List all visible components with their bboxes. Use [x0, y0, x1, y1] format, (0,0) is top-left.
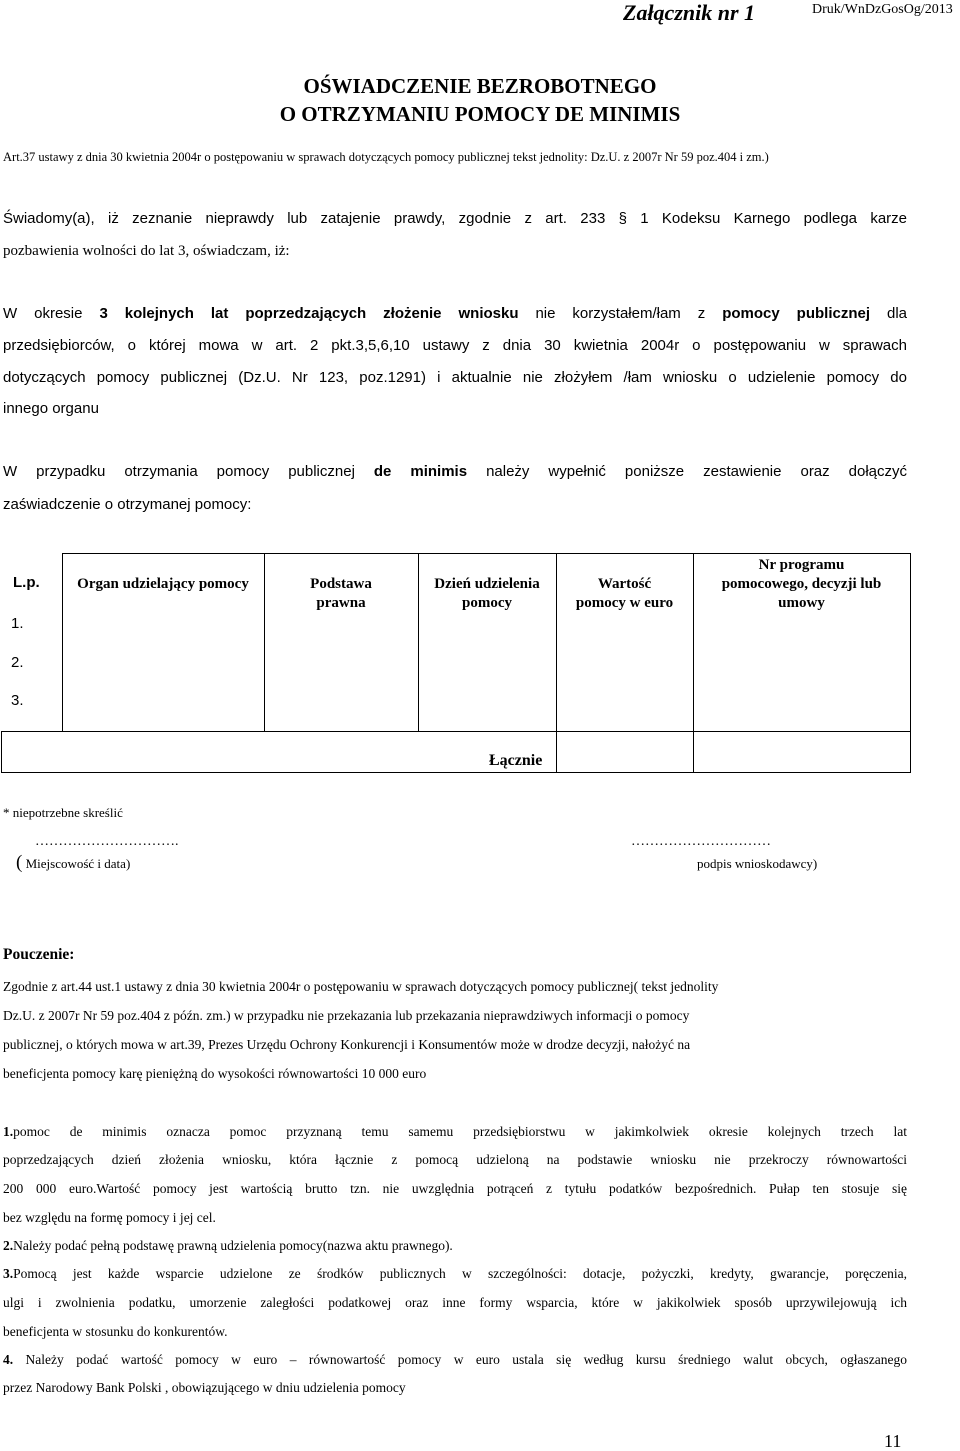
- place-date-dots: ………………………….: [35, 834, 179, 849]
- table-border: [910, 553, 911, 773]
- table-border: [1, 731, 2, 773]
- table-header-lp: L.p.: [13, 574, 40, 591]
- note-1-line-4: bez względu na formę pomocy i jej cel.: [3, 1210, 216, 1225]
- table-header-legal-basis-line-2: prawna: [316, 595, 366, 611]
- table-header-grant-date: [418, 575, 556, 613]
- place-date-text: Miejscowość i data): [22, 856, 131, 871]
- statement-text: W okresie: [3, 305, 100, 322]
- note-1-text: pomoc de minimis oznacza pomoc przyznaną temu samemu przedsiębiorstwu w jakimkolwiek okresie kolejnych trzech lat: [13, 1124, 907, 1139]
- footnote: * niepotrzebne skreślić: [3, 805, 123, 820]
- note-4-line-2: przez Narodowy Bank Polski , obowiązującego w dniu udzielenia pomocy: [3, 1380, 406, 1395]
- note-2-number: 2.: [3, 1238, 14, 1253]
- note-3-line-1: [3, 1266, 907, 1282]
- document-title-line-2: O OTRZYMANIU POMOCY DE MINIMIS: [279, 102, 681, 126]
- table-header-organ: Organ udzielający pomocy: [77, 576, 249, 592]
- table-header-legal-basis: [264, 575, 418, 613]
- table-row-number: 2.: [11, 654, 24, 671]
- table-border: [1, 772, 911, 773]
- instruction-p1-line-2: Dz.U. z 2007r Nr 59 poz.404 z późn. zm.) w przypadku nie przekazania lub przekazania nieprawdziwych informacji o pomocy: [3, 1008, 690, 1023]
- table-header-program-number-line-2: pomocowego, decyzji lub: [721, 576, 882, 592]
- deminimis-line-1: [3, 463, 907, 480]
- place-date-label: [16, 852, 130, 874]
- note-3-line-3: beneficjenta w stosunku do konkurentów.: [3, 1324, 228, 1339]
- note-2: [3, 1238, 453, 1254]
- table-header-program-number: [693, 556, 910, 613]
- note-3-text: Pomocą jest każde wsparcie udzielone ze środków publicznych w szczególności: dotacje, pożyczki, kredyty, gwarancje, poręczenia,: [13, 1266, 907, 1281]
- statement-line-4: innego organu: [3, 400, 99, 417]
- form-code: Druk/WnDzGosOg/2013: [812, 2, 953, 17]
- deminimis-text: należy wypełnić poniższe zestawienie oraz dołączyć: [467, 463, 907, 480]
- note-4-line-1: [3, 1352, 907, 1368]
- note-1-line-3: 200 000 euro.Wartość pomocy jest wartością brutto tzn. nie uwzględnia potrąceń z tytułu podatków bezpośrednich. Pułap ten stosuje się: [3, 1181, 907, 1196]
- table-header-value-eur-line-2: pomocy w euro: [575, 595, 674, 611]
- statement-emphasis-period: 3 kolejnych lat poprzedzających złożenie wniosku: [99, 305, 519, 322]
- table-header-grant-date-line-1: Dzień udzielenia: [434, 576, 540, 592]
- statement-line-1: [3, 305, 907, 322]
- statement-text: nie korzystałem/łam z: [518, 305, 723, 322]
- awareness-line-2: pozbawienia wolności do lat 3, oświadczam, iż:: [3, 243, 290, 259]
- table-header-program-number-line-3: umowy: [778, 595, 825, 611]
- deminimis-emphasis: de minimis: [373, 463, 468, 480]
- table-header-value-eur-line-1: Wartość: [597, 576, 652, 592]
- deminimis-line-2: zaświadczenie o otrzymanej pomocy:: [3, 496, 252, 513]
- document-title-line-1: OŚWIADCZENIE BEZROBOTNEGO: [303, 74, 657, 98]
- note-3-line-2: ulgi i zwolnienia podatku, umorzenie zaległości podatkowej oraz inne formy wsparcia, które w jakikolwiek sposób uprzywilejowują ich: [3, 1295, 907, 1310]
- legal-basis: Art.37 ustawy z dnia 30 kwietnia 2004r o postępowaniu w sprawach dotyczących pomocy publicznej tekst jednolity: Dz.U. z 2007r Nr 59 poz.404 i zm.): [3, 150, 769, 164]
- table-row-number: 3.: [11, 692, 24, 709]
- note-2-text: Należy podać pełną podstawę prawną udzielenia pomocy(nazwa aktu prawnego).: [13, 1238, 453, 1253]
- signature-label: podpis wnioskodawcy): [697, 856, 818, 871]
- page-number: 11: [884, 1431, 902, 1451]
- instruction-p1-line-4: beneficjenta pomocy karę pieniężną do wysokości równowartości 10 000 euro: [3, 1066, 427, 1081]
- table-border: [62, 553, 911, 554]
- statement-emphasis-aid: pomocy publicznej: [722, 305, 871, 322]
- note-3-number: 3.: [3, 1266, 14, 1281]
- attachment-label: Załącznik nr 1: [623, 0, 756, 25]
- statement-text: dla: [870, 305, 908, 322]
- signature-dots: …………………………: [631, 834, 771, 849]
- statement-line-3: dotyczących pomocy publicznej (Dz.U. Nr 123, poz.1291) i aktualnie nie złożyłem /łam wniosku o udzielenie pomocy do: [3, 369, 907, 386]
- deminimis-text: W przypadku otrzymania pomocy publicznej: [3, 463, 374, 480]
- note-4-number: 4.: [3, 1352, 14, 1367]
- instruction-p1-line-3: publicznej, o których mowa w art.39, Prezes Urzędu Ochrony Konkurencji i Konsumentów może w drodze decyzji, nałożyć na: [3, 1037, 691, 1052]
- table-row-number: 1.: [11, 615, 24, 632]
- note-4-text: Należy podać wartość pomocy w euro – równowartość pomocy w euro ustala się według kursu średniego walut obcych, ogłaszanego: [13, 1352, 907, 1367]
- note-1-line-2: poprzedzających dzień złożenia wniosku, która łącznie z pomocą udzieloną na podstawie wniosku nie przekroczy równowartości: [3, 1152, 907, 1167]
- note-1-number: 1.: [3, 1124, 14, 1139]
- table-header-value-eur: [556, 575, 693, 613]
- statement-line-2: przedsiębiorców, o której mowa w art. 2 pkt.3,5,6,10 ustawy z dnia 30 kwietnia 2004r o postępowaniu w sprawach: [3, 337, 907, 354]
- instruction-p1-line-1: Zgodnie z art.44 ust.1 ustawy z dnia 30 kwietnia 2004r o postępowaniu w sprawach dotyczących pomocy publicznej( tekst jednolity: [3, 979, 719, 994]
- table-header-legal-basis-line-1: Podstawa: [310, 576, 372, 592]
- table-header-program-number-line-1: Nr programu: [758, 557, 845, 573]
- place-date-paren: (: [16, 852, 23, 873]
- awareness-line-1: Świadomy(a), iż zeznanie nieprawdy lub zatajenie prawdy, zgodnie z art. 233 § 1 Kodeksu Karnego podlega karze: [3, 210, 907, 227]
- table-total-label: Łącznie: [489, 752, 543, 769]
- instruction-heading: Pouczenie:: [3, 946, 75, 963]
- table-border: [1, 731, 911, 732]
- note-1-line-1: [3, 1124, 907, 1140]
- table-header-grant-date-line-2: pomocy: [462, 595, 512, 611]
